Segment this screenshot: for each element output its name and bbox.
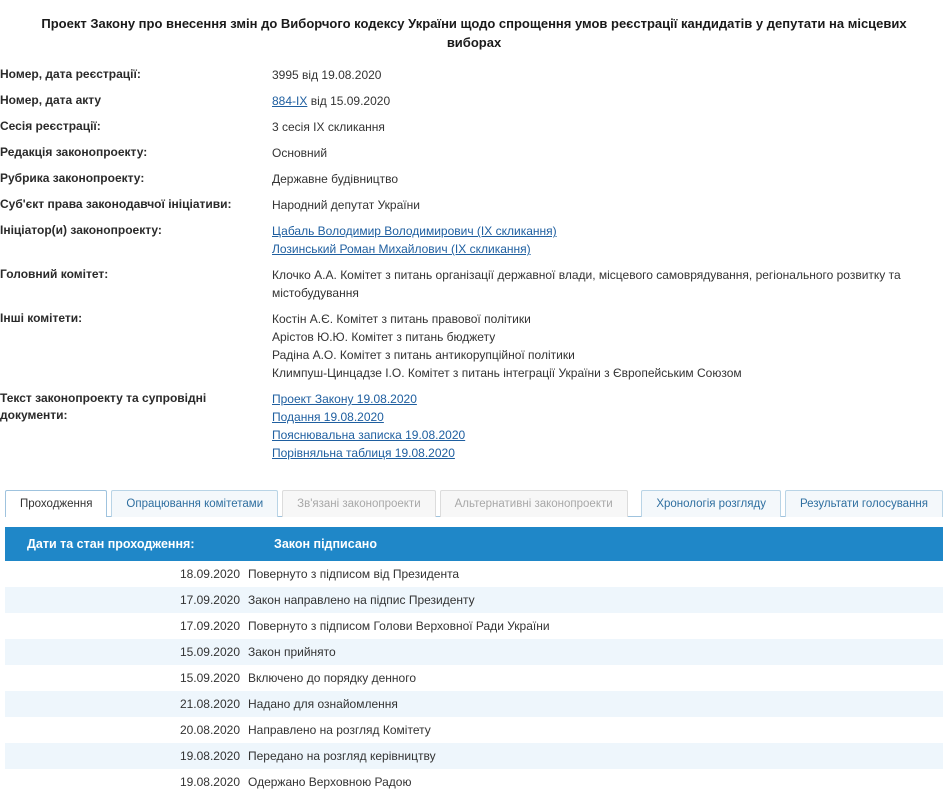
metadata-link[interactable]: Проект Закону 19.08.2020 [272, 392, 417, 406]
row-state: Направлено на розгляд Комітету [248, 723, 431, 737]
metadata-value-line: Арістов Ю.Ю. Комітет з питань бюджету [272, 330, 496, 344]
metadata-value-line [272, 408, 948, 426]
tab-2[interactable]: Опрацювання комітетами [111, 490, 278, 517]
metadata-row [0, 166, 948, 192]
progress-table-head [5, 527, 943, 561]
progress-table-header-row [5, 527, 943, 561]
metadata-value [272, 306, 948, 386]
bill-metadata-table [0, 62, 948, 466]
metadata-value-line: Костін А.Є. Комітет з питань правової політики [272, 312, 531, 326]
metadata-value [272, 386, 948, 466]
bill-metadata-body [0, 62, 948, 466]
metadata-link[interactable]: Порівняльна таблиця 19.08.2020 [272, 446, 455, 460]
table-row [5, 769, 943, 795]
metadata-row [0, 114, 948, 140]
metadata-link[interactable]: Пояснювальна записка 19.08.2020 [272, 428, 466, 442]
metadata-value-line: Радіна А.О. Комітет з питань антикорупційної політики [272, 348, 575, 362]
metadata-label: Номер, дата акту [0, 93, 102, 107]
metadata-row [0, 62, 948, 88]
metadata-value [272, 114, 948, 140]
metadata-value-line [272, 426, 948, 444]
tab-bar [5, 488, 943, 517]
table-row [5, 665, 943, 691]
metadata-value-line [272, 390, 948, 408]
metadata-value-line: Климпуш-Цинцадзе І.О. Комітет з питань інтеграції України з Європейським Союзом [272, 366, 742, 380]
metadata-value-line [272, 444, 948, 462]
page-title: Проект Закону про внесення змін до Виборчого кодексу України щодо спрощення умов реєстрації кандидатів у депутати на місцевих виборах [41, 16, 907, 50]
metadata-value-suffix: від 15.09.2020 [307, 94, 391, 108]
metadata-label: Головний комітет: [0, 267, 109, 281]
row-date: 21.08.2020 [5, 691, 248, 717]
column-header-dates: Дати та стан проходження: [5, 527, 248, 561]
row-state: Включено до порядку денного [248, 671, 417, 685]
row-state: Повернуто з підписом від Президента [248, 567, 460, 581]
metadata-row [0, 192, 948, 218]
progress-table-body [5, 561, 943, 795]
row-date: 15.09.2020 [5, 639, 248, 665]
metadata-row [0, 140, 948, 166]
metadata-label: Сесія реєстрації: [0, 119, 101, 133]
row-state: Надано для ознайомлення [248, 691, 943, 717]
metadata-label: Номер, дата реєстрації: [0, 67, 141, 81]
tab-5[interactable]: Хронологія розгляду [641, 490, 781, 517]
table-row [5, 691, 943, 717]
metadata-label: Суб'єкт права законодавчої ініціативи: [0, 197, 232, 211]
tab-4: Альтернативні законопроекти [440, 490, 628, 517]
metadata-link[interactable]: Подання 19.08.2020 [272, 410, 384, 424]
metadata-row [0, 88, 948, 114]
row-date: 15.09.2020 [179, 671, 240, 685]
row-state: Одержано Верховною Радою [248, 775, 412, 789]
metadata-label: Редакція законопроекту: [0, 145, 148, 159]
metadata-value-line: 3995 від 19.08.2020 [272, 68, 382, 82]
row-date: 17.09.2020 [179, 619, 240, 633]
tab-6[interactable]: Результати голосування [785, 490, 943, 517]
metadata-link[interactable]: 884-IX [272, 94, 308, 108]
row-date: 19.08.2020 [5, 743, 248, 769]
table-row [5, 613, 943, 639]
metadata-value-line: Народний депутат України [272, 198, 420, 212]
table-row [5, 717, 943, 743]
metadata-value [272, 62, 948, 88]
row-state: Закон прийнято [248, 639, 943, 665]
metadata-value [272, 262, 948, 306]
metadata-value-line: Основний [272, 146, 328, 160]
row-date: 17.09.2020 [5, 587, 248, 613]
column-header-state: Закон підписано [248, 527, 943, 561]
metadata-value-line [272, 92, 948, 110]
metadata-row [0, 306, 948, 386]
metadata-value-line [272, 222, 948, 240]
metadata-row [0, 386, 948, 466]
row-date: 19.08.2020 [179, 775, 240, 789]
table-row [5, 587, 943, 613]
metadata-row [0, 218, 948, 262]
metadata-value-line: Клочко А.А. Комітет з питань організації державної влади, місцевого самоврядування, регіонального розвитку та містобудування [272, 268, 901, 300]
metadata-link[interactable]: Цабаль Володимир Володимирович (IX скликання) [272, 224, 557, 238]
row-state: Закон направлено на підпис Президенту [248, 587, 943, 613]
table-row [5, 639, 943, 665]
tab-1[interactable]: Проходження [5, 490, 107, 517]
table-row [5, 561, 943, 587]
row-date: 18.09.2020 [179, 567, 240, 581]
progress-table [5, 527, 943, 795]
metadata-value [272, 166, 948, 192]
metadata-value [272, 88, 948, 114]
metadata-value [272, 218, 948, 262]
metadata-row [0, 262, 948, 306]
metadata-value-line: Державне будівництво [272, 172, 399, 186]
metadata-label: Інші комітети: [0, 311, 83, 325]
row-state: Передано на розгляд керівництву [248, 743, 943, 769]
row-state: Повернуто з підписом Голови Верховної Ради України [248, 619, 550, 633]
metadata-value [272, 140, 948, 166]
metadata-value-line: 3 сесія IX скликання [272, 120, 385, 134]
row-date: 20.08.2020 [179, 723, 240, 737]
metadata-label: Рубрика законопроекту: [0, 171, 145, 185]
table-row [5, 743, 943, 769]
metadata-label: Ініціатор(и) законопроекту: [0, 223, 162, 237]
tab-3: Зв'язані законопроекти [282, 490, 436, 517]
metadata-value [272, 192, 948, 218]
metadata-value-line [272, 240, 948, 258]
metadata-label: Текст законопроекту та супровідні документи: [0, 391, 207, 422]
metadata-link[interactable]: Лозинський Роман Михайлович (IX скликання) [272, 242, 531, 256]
